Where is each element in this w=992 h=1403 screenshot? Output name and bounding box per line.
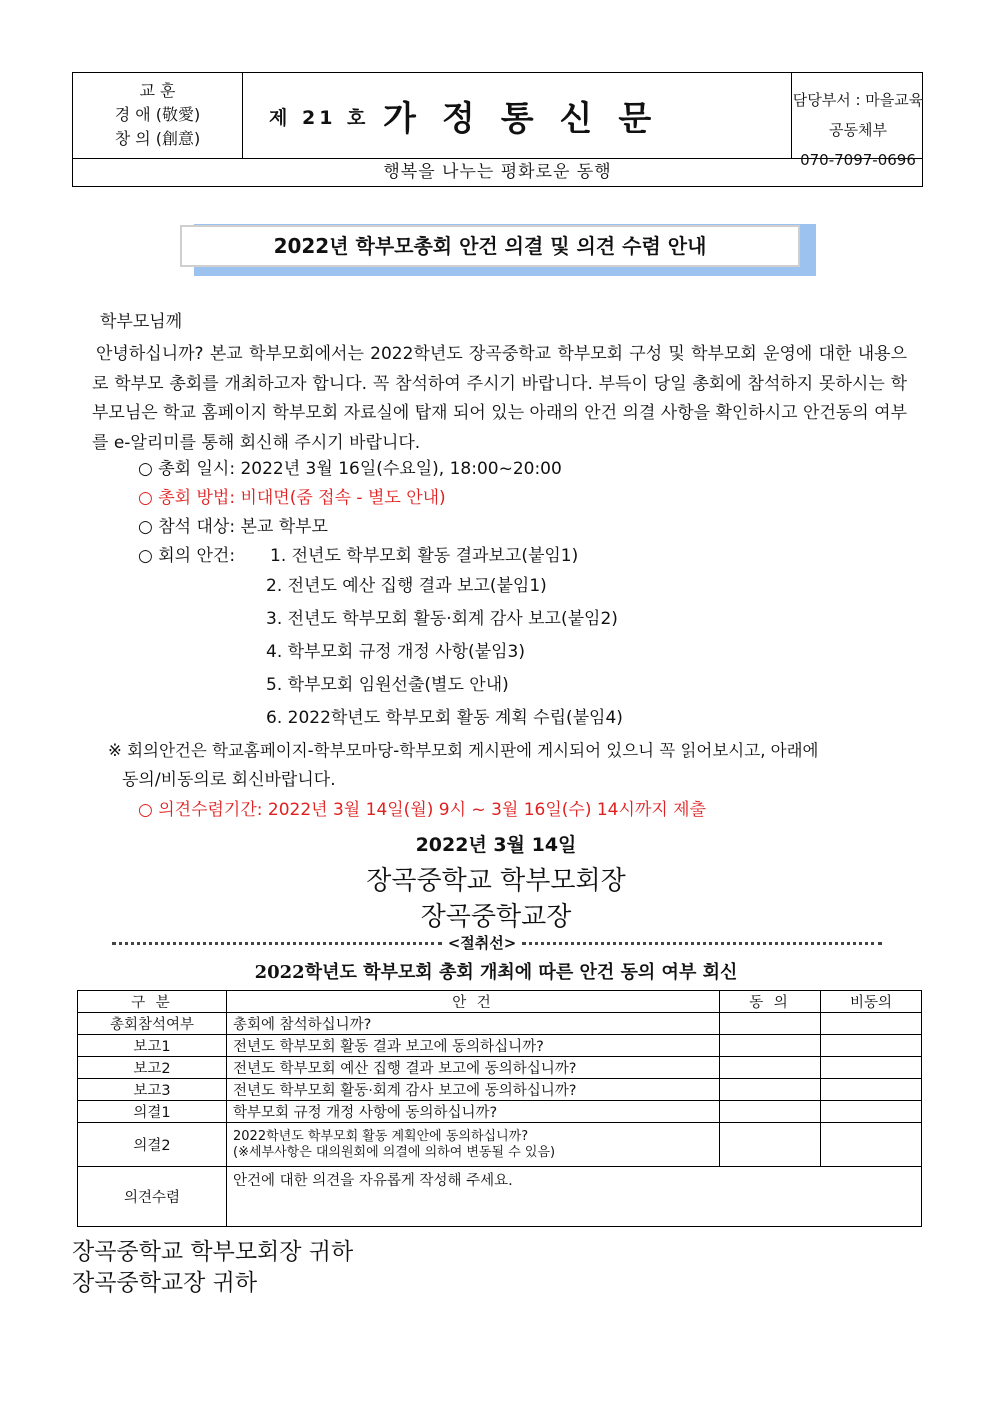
table-row (78, 1013, 922, 1035)
signature-parents-president: 장곡중학교 학부모회장 (366, 866, 626, 896)
row-item: 학부모회 규정 개정 사항에 동의하십니까? (227, 1101, 720, 1123)
newsletter-header (72, 72, 923, 187)
notice-line-2: 동의/비동의로 회신바랍니다. (122, 770, 336, 790)
row-item: 전년도 학부모회 활동·회계 감사 보고에 동의하십니까? (227, 1079, 720, 1101)
row-category: 의결2 (78, 1123, 227, 1167)
cut-line (112, 932, 882, 952)
row-category: 보고2 (78, 1057, 227, 1079)
cut-line-right (522, 942, 882, 945)
meeting-target: ○ 참석 대상: 본교 학부모 (138, 517, 328, 537)
agree-cell[interactable] (720, 1057, 821, 1079)
cut-line-left (112, 942, 442, 945)
issue-date: 2022년 3월 14일 (415, 834, 577, 856)
column-header-disagree: 비동의 (821, 991, 922, 1013)
row-category: 보고1 (78, 1035, 227, 1057)
table-row (78, 1035, 922, 1057)
opinion-input[interactable] (227, 1167, 922, 1227)
department-phone: 070-7097-0696 (800, 151, 916, 169)
disagree-cell[interactable] (821, 1057, 922, 1079)
opinion-prompt: 안건에 대한 의견을 자유롭게 작성해 주세요. (233, 1173, 513, 1189)
row-item-with-note (227, 1123, 720, 1167)
opinion-row (78, 1167, 922, 1227)
table-row (78, 1057, 922, 1079)
row-item-note: (※세부사항은 대의원회에 의결에 의하여 변동될 수 있음) (233, 1144, 556, 1160)
column-header-agree: 동 의 (720, 991, 821, 1013)
disagree-cell[interactable] (821, 1079, 922, 1101)
table-header-row (78, 991, 922, 1013)
body-paragraph (92, 340, 907, 458)
title-cell (243, 73, 791, 158)
school-motto (73, 73, 243, 158)
greeting: 학부모님께 (100, 312, 183, 332)
agenda-item: 5. 학부모회 임원선출(별도 안내) (266, 675, 509, 695)
recipient-principal: 장곡중학교장 귀하 (72, 1270, 258, 1296)
opinion-period: ○ 의견수렴기간: 2022년 3월 14일(월) 9시 ~ 3월 16일(수) 14시까지 제출 (138, 800, 706, 820)
meeting-method: ○ 총회 방법: 비대면(줌 접속 - 별도 안내) (138, 488, 446, 508)
agree-cell[interactable] (720, 1123, 821, 1167)
recipient-parents-president: 장곡중학교 학부모회장 귀하 (72, 1239, 354, 1265)
issue-number: 제 21 호 (269, 107, 370, 129)
disagree-cell[interactable] (821, 1035, 922, 1057)
motto-title: 교 훈 (139, 81, 176, 100)
opinion-category: 의견수렴 (78, 1167, 227, 1227)
signature-principal: 장곡중학교장 (420, 902, 572, 932)
disagree-cell[interactable] (821, 1123, 922, 1167)
department-name: 담당부서 : 마을교육공동체부 (792, 91, 924, 139)
disagree-cell[interactable] (821, 1013, 922, 1035)
motto-line-1: 경 애 (敬愛) (114, 105, 201, 124)
agenda-item: 2. 전년도 예산 집행 결과 보고(붙임1) (266, 576, 547, 596)
row-item: 2022학년도 학부모회 활동 계획안에 동의하십니까? (233, 1128, 529, 1144)
reply-form-title: 2022학년도 학부모회 총회 개최에 따른 안건 동의 여부 회신 (254, 962, 738, 983)
motto-line-2: 창 의 (創意) (114, 129, 201, 148)
cut-line-label: <절취선> (442, 932, 522, 953)
row-item: 전년도 학부모회 활동 결과 보고에 동의하십니까? (227, 1035, 720, 1057)
agenda-label: ○ 회의 안건: (138, 546, 236, 566)
row-category: 총회참석여부 (78, 1013, 227, 1035)
disagree-cell[interactable] (821, 1101, 922, 1123)
department-info (791, 73, 924, 169)
agenda-item: 1. 전년도 학부모회 활동 결과보고(붙임1) (270, 546, 579, 566)
reply-table (77, 990, 922, 1227)
document-title: 2022년 학부모총회 안건 의결 및 의견 수렴 안내 (180, 225, 800, 267)
table-row (78, 1079, 922, 1101)
agree-cell[interactable] (720, 1101, 821, 1123)
meeting-date: ○ 총회 일시: 2022년 3월 16일(수요일), 18:00~20:00 (138, 459, 562, 479)
column-header-item: 안 건 (227, 991, 720, 1013)
slogan: 행복을 나누는 평화로운 동행 (383, 162, 612, 182)
row-category: 보고3 (78, 1079, 227, 1101)
table-row (78, 1123, 922, 1167)
agree-cell[interactable] (720, 1079, 821, 1101)
row-category: 의결1 (78, 1101, 227, 1123)
row-item: 총회에 참석하십니까? (227, 1013, 720, 1035)
agree-cell[interactable] (720, 1013, 821, 1035)
agenda-item: 6. 2022학년도 학부모회 활동 계획 수립(붙임4) (266, 708, 623, 728)
body-text: 안녕하십니까? 본교 학부모회에서는 2022학년도 장곡중학교 학부모회 구성 및 학부모회 운영에 대한 내용으로 학부모 총회를 개최하고자 합니다. 꼭 참석하여 주시기 바랍니다. 부득이 당일 총회에 참석하지 못하시는 학부모님은 학교 홈페이지 학부모회 자료실에 탑재 되어 있는 아래의 안건 의결 사항을 확인하시고 안건동의 여부를 e-알리미를 통해 회신해 주시기 바랍니다. (92, 344, 907, 453)
table-row (78, 1101, 922, 1123)
column-header-category: 구 분 (78, 991, 227, 1013)
agenda-item: 3. 전년도 학부모회 활동·회계 감사 보고(붙임2) (266, 609, 618, 629)
agree-cell[interactable] (720, 1035, 821, 1057)
notice-line-1: ※ 회의안건은 학교홈페이지-학부모마당-학부모회 게시판에 게시되어 있으니 꼭 읽어보시고, 아래에 (108, 741, 819, 760)
header-top-row (73, 73, 924, 169)
row-item: 전년도 학부모회 예산 집행 결과 보고에 동의하십니까? (227, 1057, 720, 1079)
newsletter-title: 가정통신문 (383, 99, 678, 139)
agenda-item: 4. 학부모회 규정 개정 사항(붙임3) (266, 642, 525, 662)
